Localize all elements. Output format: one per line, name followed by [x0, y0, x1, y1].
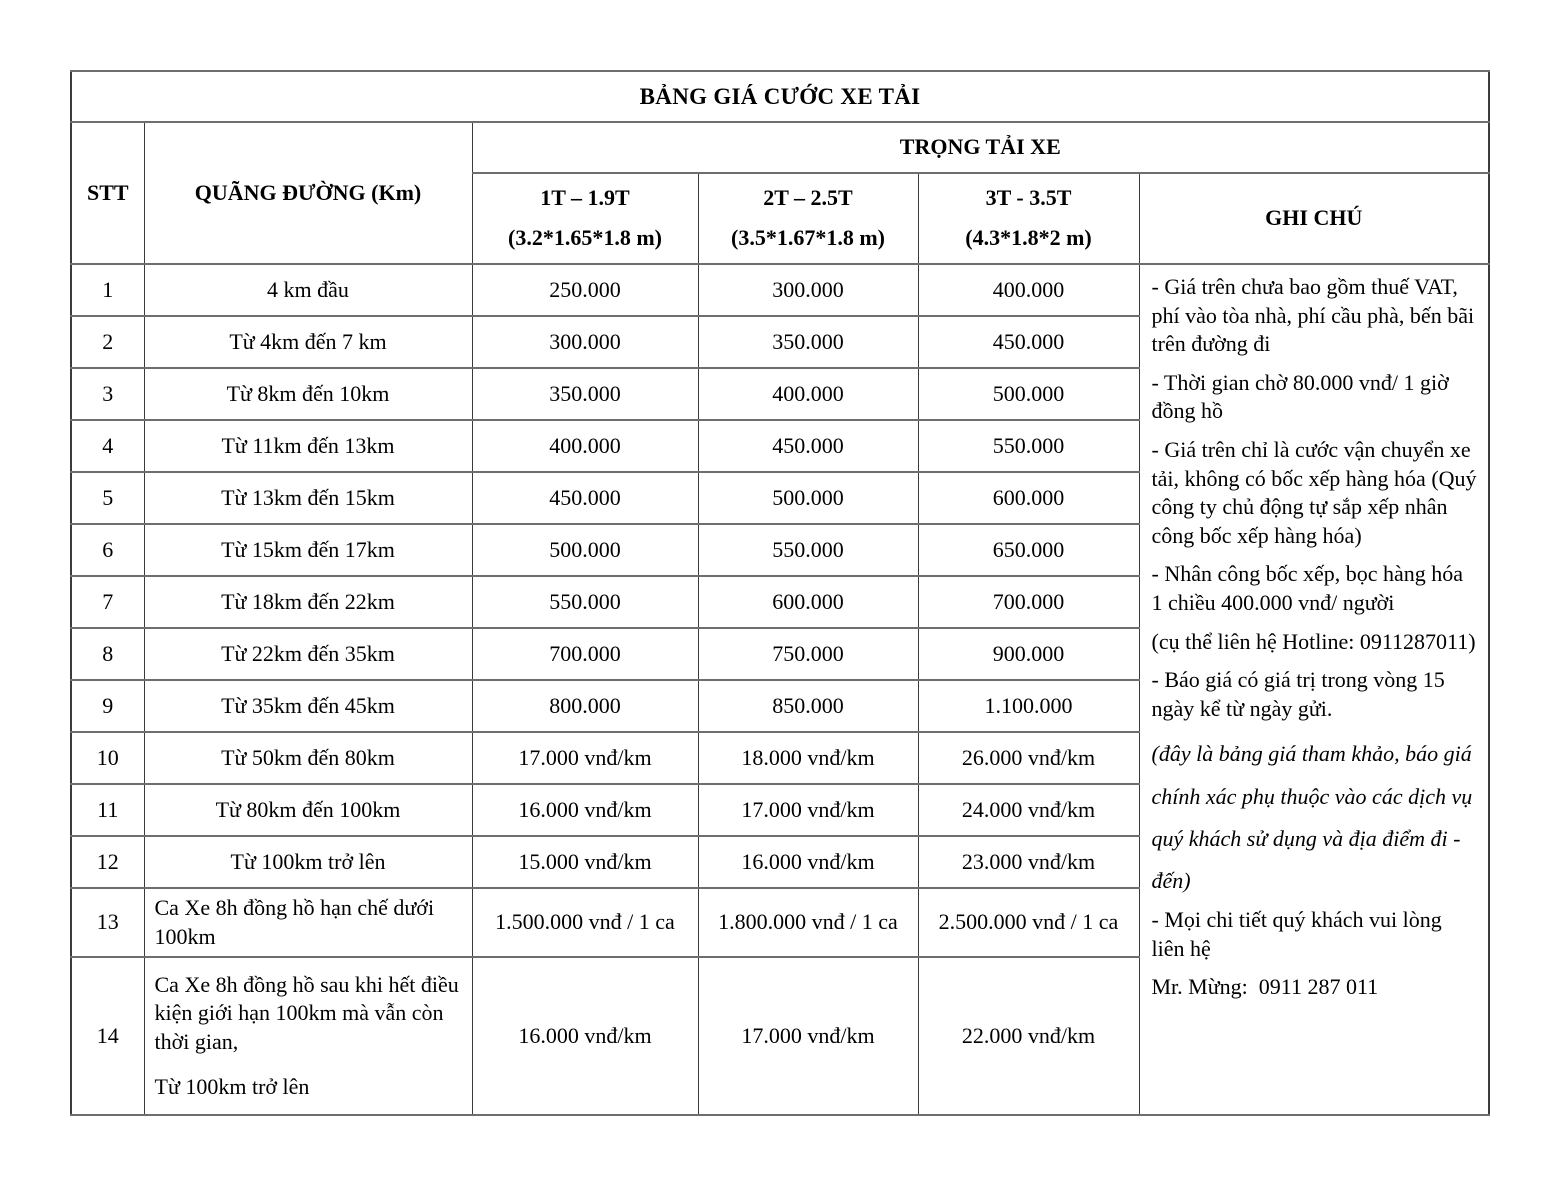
header-col-1t [472, 173, 698, 264]
row-price-3t: 400.000 [918, 264, 1139, 316]
row-distance: Từ 22km đến 35km [144, 628, 472, 680]
row-price-3t: 1.100.000 [918, 680, 1139, 732]
header-col-3t [918, 173, 1139, 264]
row-stt: 7 [71, 576, 144, 628]
header-col-1t-range: 1T – 1.9T [540, 185, 630, 211]
row-price-1t: 450.000 [472, 472, 698, 524]
row-stt: 3 [71, 368, 144, 420]
row-distance: Từ 50km đến 80km [144, 732, 472, 784]
row-distance-line1: Ca Xe 8h đồng hồ sau khi hết điều kiện giới hạn 100km mà vẫn còn thời gian, [154, 971, 459, 1054]
row-price-3t: 500.000 [918, 368, 1139, 420]
row-stt: 14 [71, 957, 144, 1115]
table-group-header-row [71, 122, 1489, 173]
row-price-3t: 450.000 [918, 316, 1139, 368]
header-col-1t-size: (3.2*1.65*1.8 m) [508, 225, 662, 250]
row-price-2t: 550.000 [698, 524, 918, 576]
row-price-2t: 400.000 [698, 368, 918, 420]
row-price-1t: 16.000 vnđ/km [472, 957, 698, 1115]
table-row [71, 264, 1489, 316]
row-price-3t: 600.000 [918, 472, 1139, 524]
note-item: Mr. Mừng: 0911 287 011 [1151, 974, 1379, 1000]
row-price-3t: 650.000 [918, 524, 1139, 576]
note-item: - Báo giá có giá trị trong vòng 15 ngày kể từ ngày gửi. [1151, 667, 1451, 721]
row-distance: Từ 13km đến 15km [144, 472, 472, 524]
row-price-1t: 17.000 vnđ/km [472, 732, 698, 784]
note-item: - Nhân công bốc xếp, bọc hàng hóa 1 chiều 400.000 vnđ/ người [1151, 561, 1469, 615]
price-table-sheet [70, 70, 1490, 1116]
row-price-3t: 22.000 vnđ/km [918, 957, 1139, 1115]
note-item: - Giá trên chưa bao gồm thuế VAT, phí vào tòa nhà, phí cầu phà, bến bãi trên đường đi [1151, 274, 1480, 357]
row-distance: Ca Xe 8h đồng hồ hạn chế dưới 100km [144, 888, 472, 957]
row-stt: 2 [71, 316, 144, 368]
row-price-2t: 1.800.000 vnđ / 1 ca [698, 888, 918, 957]
row-distance: 4 km đầu [144, 264, 472, 316]
row-price-2t: 450.000 [698, 420, 918, 472]
row-price-1t: 16.000 vnđ/km [472, 784, 698, 836]
row-distance: Từ 80km đến 100km [144, 784, 472, 836]
row-distance: Từ 4km đến 7 km [144, 316, 472, 368]
row-price-1t: 15.000 vnđ/km [472, 836, 698, 888]
row-price-1t: 250.000 [472, 264, 698, 316]
note-item: - Thời gian chờ 80.000 vnđ/ 1 giờ đồng hồ [1151, 369, 1455, 424]
row-price-2t: 750.000 [698, 628, 918, 680]
row-distance: Từ 35km đến 45km [144, 680, 472, 732]
row-price-1t: 350.000 [472, 368, 698, 420]
row-price-3t: 24.000 vnđ/km [918, 784, 1139, 836]
row-price-2t: 16.000 vnđ/km [698, 836, 918, 888]
row-stt: 13 [71, 888, 144, 957]
row-price-3t: 23.000 vnđ/km [918, 836, 1139, 888]
row-distance: Từ 18km đến 22km [144, 576, 472, 628]
header-col-3t-size: (4.3*1.8*2 m) [965, 225, 1092, 250]
row-price-1t: 800.000 [472, 680, 698, 732]
row-price-1t: 1.500.000 vnđ / 1 ca [472, 888, 698, 957]
row-stt: 9 [71, 680, 144, 732]
row-price-2t: 350.000 [698, 316, 918, 368]
header-col-2t-size: (3.5*1.67*1.8 m) [731, 225, 885, 250]
row-price-2t: 17.000 vnđ/km [698, 784, 918, 836]
row-stt: 5 [71, 472, 144, 524]
row-stt: 8 [71, 628, 144, 680]
row-stt: 12 [71, 836, 144, 888]
row-price-3t: 26.000 vnđ/km [918, 732, 1139, 784]
row-stt: 4 [71, 420, 144, 472]
row-price-2t: 850.000 [698, 680, 918, 732]
row-price-2t: 17.000 vnđ/km [698, 957, 918, 1115]
header-stt: STT [71, 122, 144, 264]
row-price-2t: 18.000 vnđ/km [698, 732, 918, 784]
row-distance: Từ 15km đến 17km [144, 524, 472, 576]
row-stt: 1 [71, 264, 144, 316]
row-stt: 6 [71, 524, 144, 576]
note-item: - Mọi chi tiết quý khách vui lòng liên hệ [1151, 907, 1448, 961]
row-price-1t: 500.000 [472, 524, 698, 576]
row-distance: Từ 100km trở lên [144, 836, 472, 888]
row-price-1t: 700.000 [472, 628, 698, 680]
header-distance: QUÃNG ĐƯỜNG (Km) [144, 122, 472, 264]
header-notes: GHI CHÚ [1139, 173, 1489, 264]
row-distance [144, 957, 472, 1115]
table-title: BẢNG GIÁ CƯỚC XE TẢI [71, 71, 1489, 122]
row-price-2t: 300.000 [698, 264, 918, 316]
row-price-2t: 600.000 [698, 576, 918, 628]
note-item: (cụ thể liên hệ Hotline: 0911287011) [1151, 628, 1476, 654]
row-stt: 10 [71, 732, 144, 784]
row-price-2t: 500.000 [698, 472, 918, 524]
header-col-3t-range: 3T - 3.5T [985, 185, 1072, 211]
header-col-2t-range: 2T – 2.5T [763, 185, 853, 211]
row-distance: Từ 11km đến 13km [144, 420, 472, 472]
row-price-1t: 550.000 [472, 576, 698, 628]
truck-freight-price-table [70, 70, 1490, 1116]
header-tonnage-group: TRỌNG TẢI XE [472, 122, 1489, 173]
row-price-1t: 300.000 [472, 316, 698, 368]
row-price-3t: 700.000 [918, 576, 1139, 628]
row-price-3t: 2.500.000 vnđ / 1 ca [918, 888, 1139, 957]
row-price-3t: 550.000 [918, 420, 1139, 472]
header-col-2t [698, 173, 918, 264]
row-price-3t: 900.000 [918, 628, 1139, 680]
note-item: - Giá trên chỉ là cước vận chuyển xe tải, không có bốc xếp hàng hóa (Quý công ty chủ động tự sắp xếp nhân công bốc xếp hàng hóa) [1151, 436, 1483, 548]
row-distance: Từ 8km đến 10km [144, 368, 472, 420]
table-title-row [71, 71, 1489, 122]
note-item-italic: (đây là bảng giá tham khảo, báo giá chính xác phụ thuộc vào các dịch vụ quý khách sử dụng và địa điểm đi - đến) [1151, 741, 1478, 894]
row-price-1t: 400.000 [472, 420, 698, 472]
row-distance-line2: Từ 100km trở lên [154, 1073, 310, 1099]
row-stt: 11 [71, 784, 144, 836]
notes-cell [1139, 264, 1489, 1115]
